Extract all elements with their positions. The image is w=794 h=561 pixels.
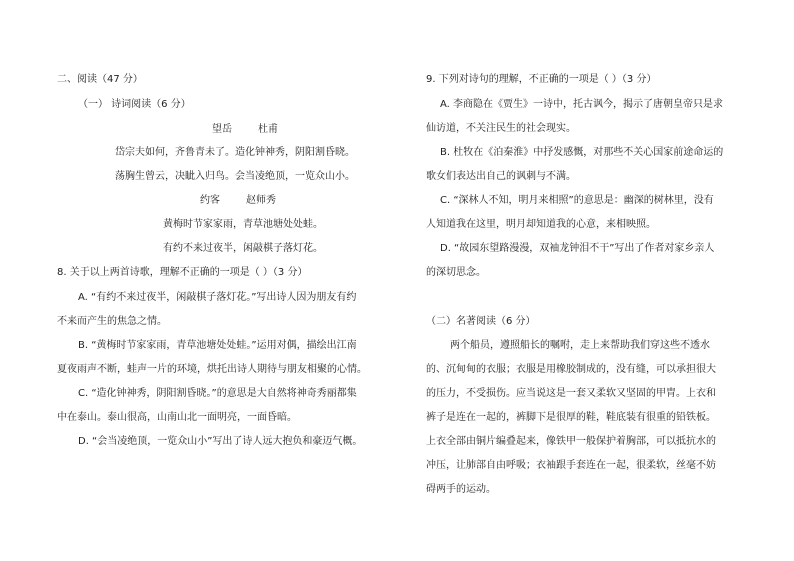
right-column [400, 0, 794, 561]
passage-line: 上衣全部由铜片编叠起来，像铁甲一般保护着胸部，可以抵抗水的 [426, 436, 716, 447]
poem1-author: 杜甫 [258, 124, 278, 135]
question-9-option-a-line1: A. 李商隐在《贾生》一诗中，托古讽今，揭示了唐朝皇帝只是求 [440, 99, 724, 110]
passage-line: 的、沉甸甸的衣服；衣服是用橡胶制成的，没有缝，可以承担很大 [426, 364, 716, 375]
question-9-option-d-line2: 的深切思念。 [426, 267, 486, 278]
question-8-option-d: D. “会当凌绝顶，一览众山小”写出了诗人远大抱负和豪迈气概。 [78, 436, 363, 447]
question-8-option-a-line2: 不来而产生的焦急之情。 [57, 316, 167, 327]
question-9-option-c-line2: 人知道我在这里，明月却知道我的心意，来相映照。 [426, 219, 656, 230]
question-9-option-c-line1: C. “深林人不知，明月来相照”的意思是：幽深的树林里，没有 [440, 195, 714, 206]
question-9-option-d-line1: D. “故园东望路漫漫，双袖龙钟泪不干”写出了作者对家乡亲人 [440, 243, 715, 254]
poem1-line2: 荡胸生曾云，决眦入归鸟。会当凌绝顶，一览众山小。 [115, 171, 355, 182]
question-8-option-b-line2: 夏夜雨声不断，蛙声一片的环境，烘托出诗人期待与朋友相聚的心情。 [57, 364, 367, 375]
poem1-heading [212, 123, 278, 137]
question-8-option-b-line1: B. “黄梅时节家家雨，青草池塘处处蛙。”运用对偶，描绘出江南 [78, 340, 357, 351]
question-8-option-c-line2: 中在泰山。泰山很高，山南山北一面明亮，一面昏暗。 [57, 412, 297, 423]
passage-line: 裤子是连在一起的，裤脚下是很厚的鞋，鞋底装有很重的铅铁板。 [426, 412, 716, 423]
question-9-option-b-line1: B. 杜牧在《泊秦淮》中抒发感慨，对那些不关心国家前途命运的 [440, 147, 724, 158]
question-8-option-a-line1: A. “有约不来过夜半，闲敲棋子落灯花。”写出诗人因为朋友有约 [78, 292, 357, 303]
question-9-option-a-line2: 仙访道，不关注民生的社会现实。 [426, 123, 576, 134]
poem1-title: 望岳 [212, 124, 232, 135]
passage-line: 两个船员，遵照船长的嘱咐，走上来帮助我们穿这些不透水 [450, 340, 710, 351]
subsection-title: （一） 诗词阅读（6 分） [78, 99, 191, 110]
question-9-option-b-line2: 歌女们表达出自己的讽刺与不满。 [426, 171, 576, 182]
passage-line: 碍两手的运动。 [426, 484, 496, 495]
poem2-heading [200, 194, 276, 208]
question-9-stem: 9. 下列对诗句的理解，不正确的一项是（ ）（3 分） [426, 74, 657, 85]
section-2-title: （二）名著阅读（6 分） [426, 316, 536, 327]
passage-line: 冲压，让肺部自由呼吸；衣袖跟手套连在一起，很柔软，丝毫不妨 [426, 460, 716, 471]
passage-line: 的压力，不受损伤。应当说这是一套又柔软又坚固的甲胄。上衣和 [426, 388, 716, 399]
poem1-line1: 岱宗夫如何，齐鲁青未了。造化钟神秀，阴阳割昏晓。 [115, 147, 355, 158]
poem2-author: 赵师秀 [246, 195, 276, 206]
poem2-line2: 有约不来过夜半，闲敲棋子落灯花。 [163, 243, 323, 254]
poem2-title: 约客 [200, 195, 220, 206]
poem2-line1: 黄梅时节家家雨，青草池塘处处蛙。 [163, 219, 323, 230]
question-8-stem: 8. 关于以上两首诗歌，理解不正确的一项是（ ）（3 分） [57, 267, 308, 278]
question-8-option-c-line1: C. “造化钟神秀，阴阳割昏晓。”的意思是大自然将神奇秀丽都集 [78, 388, 357, 399]
section-title: 二、阅读（47 分） [57, 74, 143, 85]
